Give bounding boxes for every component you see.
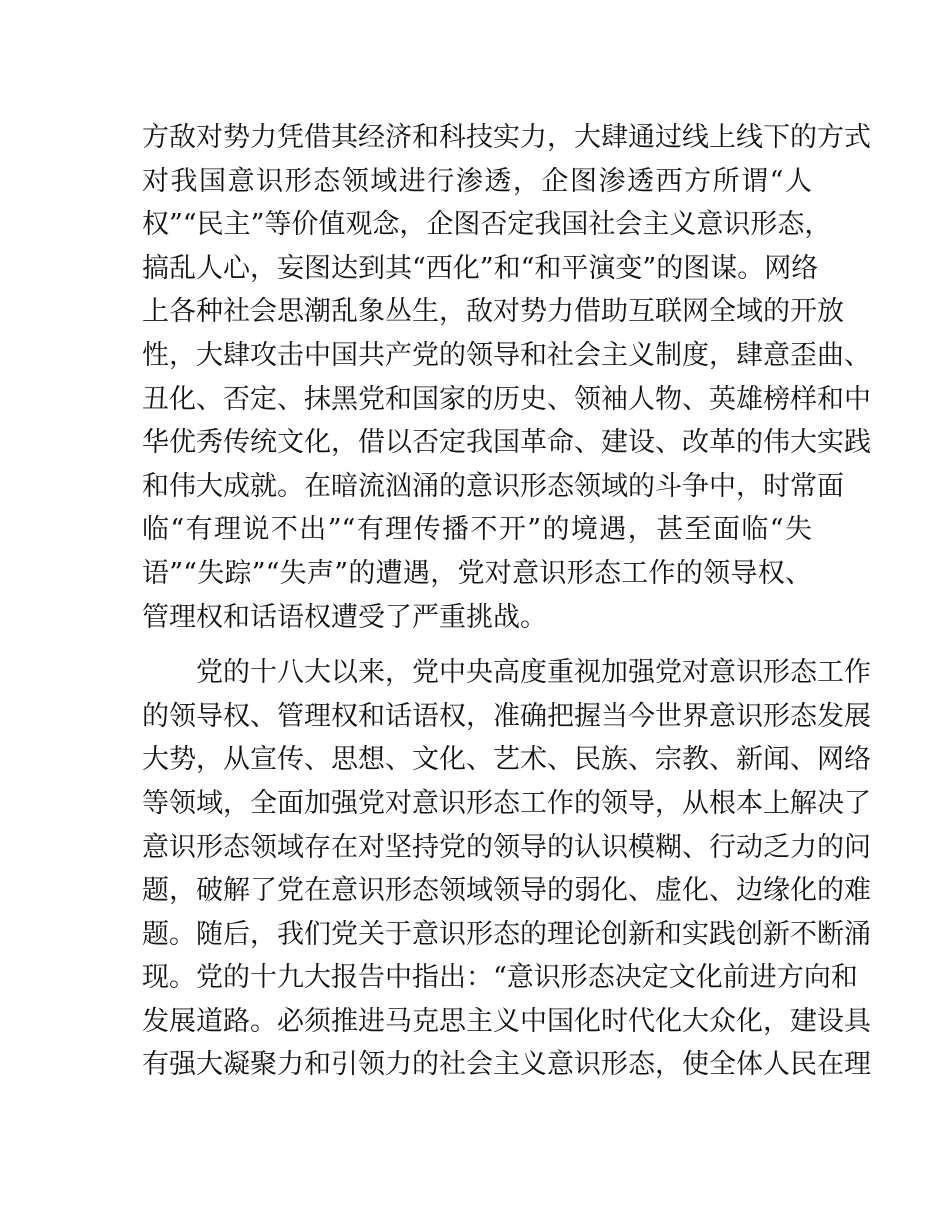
text-line: 上各种社会思潮乱象丛生，敌对势力借助互联网全域的开放	[142, 296, 844, 328]
paragraph-spacer	[142, 639, 812, 651]
text-line: 搞乱人心，妄图达到其“西化”和“和平演变”的图谋。网络	[142, 252, 819, 284]
text-line: 大势，从宣传、思想、文化、艺术、民族、宗教、新闻、网络	[142, 744, 871, 776]
text-line: 发展道路。必须推进马克思主义中国化时代化大众化，建设具	[142, 1005, 871, 1037]
text-line: 方敌对势力凭借其经济和科技实力，大肆通过线上线下的方式	[142, 122, 871, 153]
paragraph-1	[142, 116, 871, 639]
document-body	[142, 116, 871, 1087]
text-line: 党的十八大以来，党中央高度重视加强党对意识形态工作	[196, 657, 871, 689]
text-line: 的领导权、管理权和话语权，准确把握当今世界意识形态发展	[142, 700, 871, 732]
text-line: 管理权和话语权遭受了严重挑战。	[142, 601, 547, 633]
text-line: 性，大肆攻击中国共产党的领导和社会主义制度，肆意歪曲、	[142, 339, 871, 371]
text-line: 等领域，全面加强党对意识形态工作的领导，从根本上解决了	[142, 787, 871, 819]
text-line: 有强大凝聚力和引领力的社会主义意识形态，使全体人民在理	[142, 1049, 871, 1081]
paragraph-2	[142, 651, 871, 1087]
text-line: 题。随后，我们党关于意识形态的理论创新和实践创新不断涌	[142, 918, 871, 950]
text-line: 意识形态领域存在对坚持党的领导的认识模糊、行动乏力的问	[142, 831, 871, 863]
text-line: 现。党的十九大报告中指出：“意识形态决定文化前进方向和	[142, 962, 858, 994]
text-line: 华优秀传统文化，借以否定我国革命、建设、改革的伟大实践	[142, 427, 871, 459]
text-line: 临“有理说不出”“有理传播不开”的境遇，甚至面临“失	[142, 514, 812, 546]
text-line: 权”“民主”等价值观念，企图否定我国社会主义意识形态，	[142, 209, 832, 241]
text-line: 丑化、否定、抹黑党和国家的历史、领袖人物、英雄榜样和中	[142, 383, 871, 415]
text-line: 语”“失踪”“失声”的遭遇，党对意识形态工作的领导权、	[142, 557, 812, 589]
text-line: 和伟大成就。在暗流汹涌的意识形态领域的斗争中，时常面	[142, 470, 844, 502]
text-line: 对我国意识形态领域进行渗透，企图渗透西方所谓“人	[142, 165, 812, 197]
text-line: 题，破解了党在意识形态领域领导的弱化、虚化、边缘化的难	[142, 875, 871, 907]
